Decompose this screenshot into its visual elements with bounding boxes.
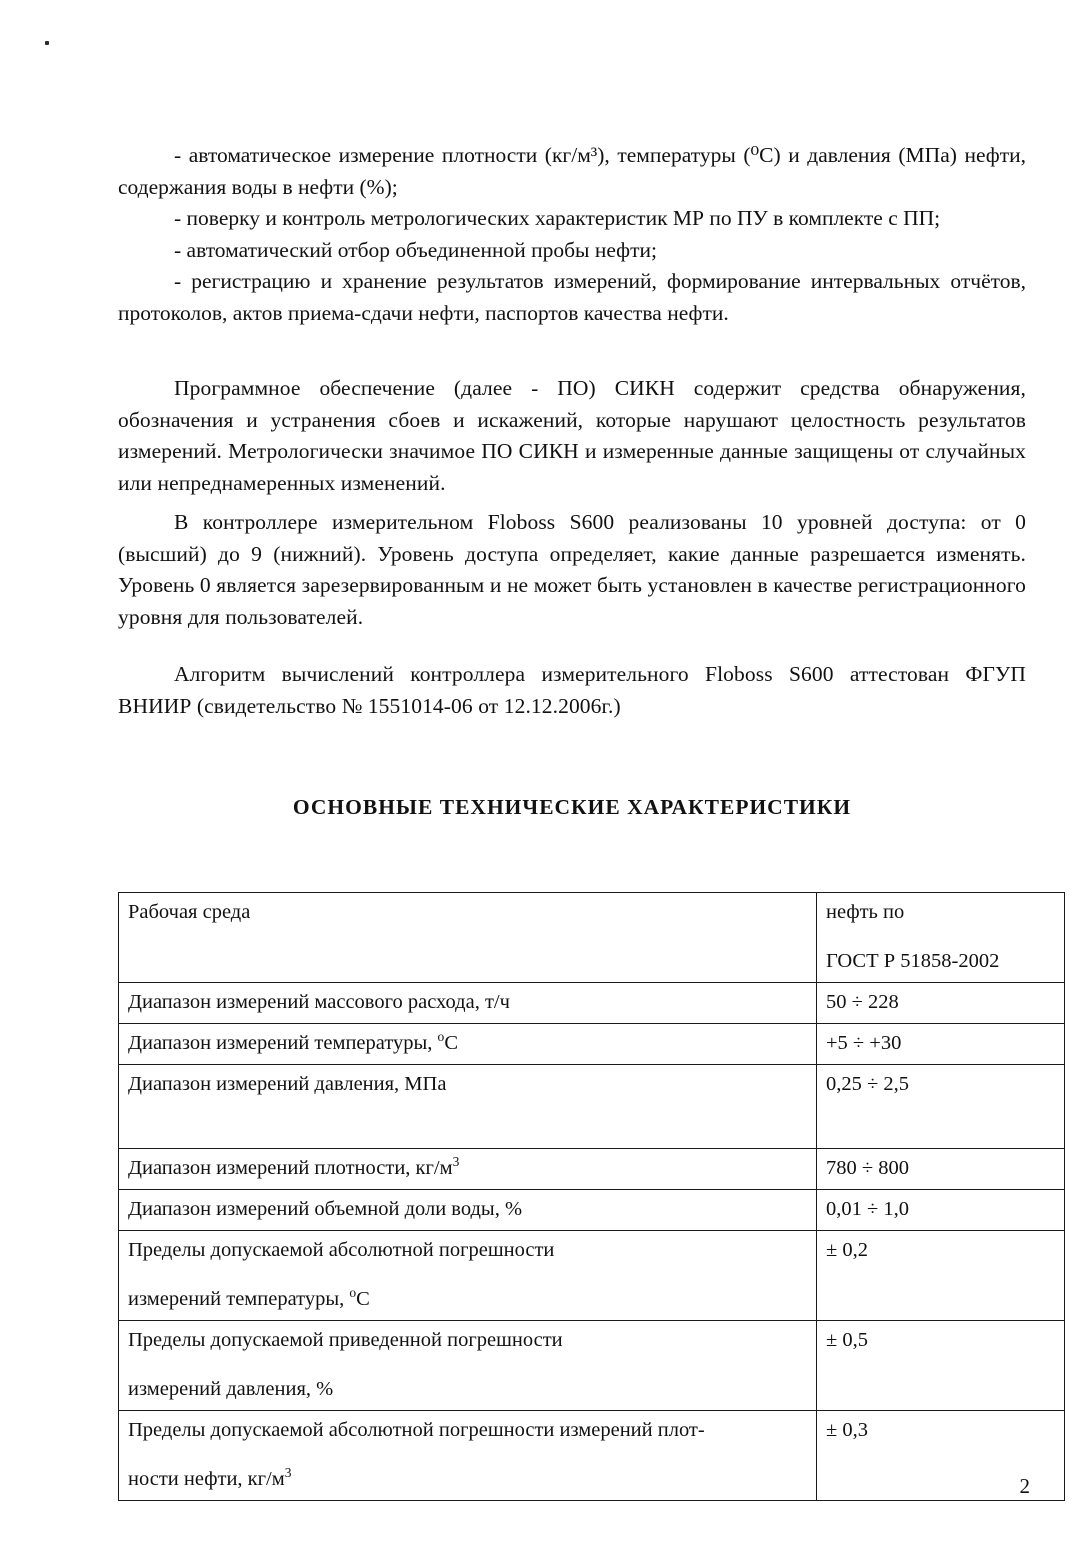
spacer: [118, 822, 1026, 866]
table-cell-label-tail: С: [444, 1032, 458, 1054]
table-row: [119, 1149, 1065, 1190]
table-cell-label-line1: Пределы допускаемой приведенной погрешности: [128, 1329, 563, 1351]
table-cell-value: [817, 983, 1065, 1024]
table-cell-value: [817, 1149, 1065, 1190]
bullet-item-sampling: - автоматический отбор объединенной пробы нефти;: [174, 237, 657, 262]
table-cell-label: [119, 1065, 817, 1149]
table-row: [119, 983, 1065, 1024]
table-cell-value-text: 0,01 ÷ 1,0: [826, 1198, 910, 1220]
table-cell-label: [119, 1321, 817, 1411]
table-cell-label-text: Диапазон измерений давления, МПа: [128, 1073, 447, 1095]
technical-characteristics-table: [118, 892, 1065, 1501]
table-cell-value-text: 780 ÷ 800: [826, 1157, 910, 1179]
bullet-item-density-measurement: - автоматическое измерение плотности (кг/м³), температуры (⁰С) и давления (МПа) нефти, содержания воды в нефти (%);: [118, 143, 1026, 199]
paragraph-software: Программное обеспечение (далее - ПО) СИКН содержит средства обнаружения, обозначения и устранения сбоев и искажений, которые нарушают целостность результатов измерений. Метрологически значимое ПО СИКН и измеренные данные защищены от случайных или непреднамеренных изменений.: [118, 376, 1026, 495]
table-cell-label-text: Диапазон измерений температуры,: [128, 1032, 438, 1054]
table-cell-value: [817, 1190, 1065, 1231]
table-cell-label-text: Диапазон измерений массового расхода, т/ч: [128, 991, 510, 1013]
table-cell-label-line1: Пределы допускаемой абсолютной погрешности: [128, 1239, 555, 1261]
spacer: [118, 633, 1026, 659]
table-cell-label-text: Диапазон измерений объемной доли воды, %: [128, 1198, 523, 1220]
spacer: [118, 766, 1026, 792]
page-number: 2: [1019, 1474, 1030, 1498]
table-cell-label-line2-text: ности нефти, кг/м: [128, 1468, 285, 1490]
table-row: [119, 1024, 1065, 1065]
table-cell-value-line1: нефть по: [826, 901, 905, 923]
table-cell-label-text: Рабочая среда: [128, 901, 251, 923]
scan-artifact-speck: [45, 41, 49, 45]
spacer: [118, 866, 1026, 892]
table-cell-value: [817, 893, 1065, 983]
bullet-item-verification: - поверку и контроль метрологических характеристик МР по ПУ в комплекте с ПП;: [174, 206, 941, 230]
table-cell-label: [119, 1231, 817, 1321]
table-cell-value-text: 0,25 ÷ 2,5: [826, 1073, 910, 1095]
page-title: ОСНОВНЫЕ ТЕХНИЧЕСКИЕ ХАРАКТЕРИСТИКИ: [292, 795, 852, 819]
page-content: [118, 140, 1026, 1501]
table-cell-label-text: Диапазон измерений плотности, кг/м: [128, 1157, 453, 1179]
table-cell-label: [119, 893, 817, 983]
spacer: [118, 722, 1026, 766]
table-row: [119, 893, 1065, 983]
table-cell-value-text: +5 ÷ +30: [826, 1032, 902, 1054]
table-cell-label: [119, 1149, 817, 1190]
table-row: [119, 1231, 1065, 1321]
table-cell-value: [817, 1231, 1065, 1321]
table-cell-label-line2: [128, 1464, 807, 1495]
table-cell-label: [119, 1190, 817, 1231]
table-cell-label-superscript: 3: [284, 1465, 292, 1481]
table-row: [119, 1321, 1065, 1411]
table-row: [119, 1411, 1065, 1501]
table-cell-label-line2: [128, 1284, 807, 1315]
table-cell-label-superscript: о: [349, 1285, 357, 1301]
spacer: [118, 329, 1026, 373]
table-cell-value: [817, 1065, 1065, 1149]
table-cell-value-text: ± 0,3: [826, 1419, 869, 1441]
spacer: [118, 499, 1026, 507]
table-cell-value-text: 50 ÷ 228: [826, 991, 899, 1013]
table-cell-value-line2: ГОСТ Р 51858-2002: [826, 950, 1000, 972]
table-cell-value: [817, 1321, 1065, 1411]
paragraph-certification: Алгоритм вычислений контроллера измерительного Floboss S600 аттестован ФГУП ВНИИР (свидетельство № 1551014-06 от 12.12.2006г.): [118, 662, 1026, 718]
table-cell-label-line2-text: измерений температуры,: [128, 1288, 350, 1310]
table-cell-value-text: ± 0,2: [826, 1239, 869, 1261]
bullet-item-registration: - регистрацию и хранение результатов измерений, формирование интервальных отчётов, протоколов, актов приема-сдачи нефти, паспортов качества нефти.: [118, 269, 1026, 325]
table-cell-label-line2: измерений давления, %: [128, 1378, 334, 1400]
table-cell-label-superscript: о: [437, 1029, 445, 1045]
table-cell-label: [119, 983, 817, 1024]
table-cell-label: [119, 1411, 817, 1501]
paragraph-access-levels: В контроллере измерительном Floboss S600 реализованы 10 уровней доступа: от 0 (высший) до 9 (нижний). Уровень доступа определяет, какие данные разрешается изменять. Уровень 0 является зарезервированным и не может быть установлен в качестве регистрационного уровня для пользователей.: [118, 510, 1026, 629]
table-cell-value-text: ± 0,5: [826, 1329, 869, 1351]
table-cell-label: [119, 1024, 817, 1065]
table-cell-label-line1: Пределы допускаемой абсолютной погрешности измерений плот-: [128, 1419, 705, 1441]
table-cell-value: [817, 1024, 1065, 1065]
table-row: [119, 1065, 1065, 1149]
table-row: [119, 1190, 1065, 1231]
table-cell-label-line2-tail: С: [356, 1288, 370, 1310]
table-cell-label-superscript: 3: [452, 1154, 460, 1170]
